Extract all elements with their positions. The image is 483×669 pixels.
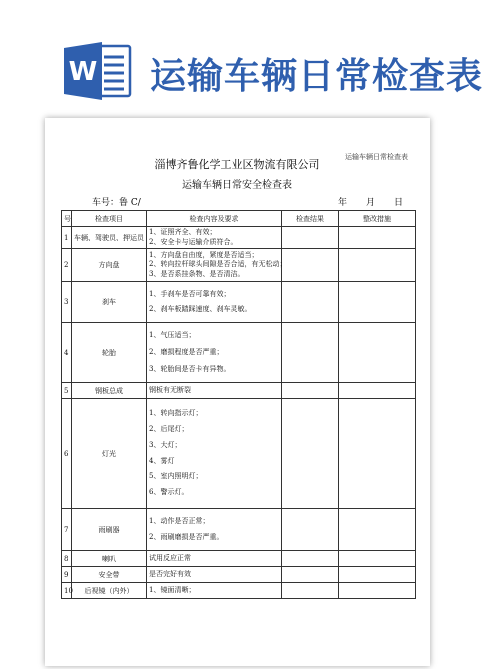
row-item: 安全带 [72, 567, 147, 583]
requirement-line: 2、后尾灯； [149, 425, 189, 433]
table-row [62, 583, 416, 599]
header-number: 号 [62, 211, 72, 227]
result-cell[interactable] [282, 583, 339, 599]
row-requirements [147, 399, 282, 509]
table-row [62, 383, 416, 399]
table-row [62, 282, 416, 323]
rectification-cell[interactable] [339, 323, 416, 383]
requirement-line: 3、大灯； [149, 440, 182, 449]
row-number: 7 [62, 509, 72, 551]
requirement-line: 3、轮胎间是否卡有异物。 [149, 364, 231, 373]
plate-number-label: 车号：鲁 C/ [92, 198, 141, 208]
table-header-row [62, 211, 416, 227]
rectification-cell[interactable] [339, 383, 416, 399]
row-item: 钢板总成 [72, 383, 147, 399]
row-number: 3 [62, 282, 72, 323]
result-cell[interactable] [282, 399, 339, 509]
requirement-line: 1、手刹车是否可靠有效； [149, 290, 231, 299]
row-requirements [147, 583, 282, 599]
word-icon [64, 40, 132, 102]
requirement-line: 2、转向拉杆球头间隙是否合适，有无松动； [149, 260, 287, 269]
banner [0, 0, 483, 130]
rectification-cell[interactable] [339, 227, 416, 249]
inspection-table [61, 210, 416, 599]
row-item: 后视镜（内外） [72, 583, 147, 599]
header-rectification: 整改措施 [339, 211, 416, 227]
row-number: 9 [62, 567, 72, 583]
row-number: 6 [62, 399, 72, 509]
rectification-cell[interactable] [339, 282, 416, 323]
row-item: 喇叭 [72, 551, 147, 567]
requirement-line: 钢板有无断裂 [149, 385, 191, 394]
requirement-line: 2、磨损程度是否严重； [149, 348, 224, 357]
document-title: 运输车辆日常安全检查表 [182, 180, 292, 191]
requirement-line: 5、室内照明灯； [149, 472, 203, 481]
banner-title: 运输车辆日常检查表 [150, 56, 483, 97]
rectification-cell[interactable] [339, 583, 416, 599]
rectification-cell[interactable] [339, 399, 416, 509]
requirement-line: 是否完好有效 [149, 569, 191, 578]
day-label: 日 [394, 198, 404, 208]
requirement-line: 2、安全卡与运输介质符合。 [149, 237, 238, 246]
row-requirements [147, 567, 282, 583]
header-item: 检查项目 [72, 211, 147, 227]
requirement-line: 1、方向盘自由度，紧度是否适当； [149, 250, 259, 259]
rectification-cell[interactable] [339, 249, 416, 282]
result-cell[interactable] [282, 567, 339, 583]
row-requirements [147, 383, 282, 399]
row-requirements [147, 282, 282, 323]
row-requirements [147, 249, 287, 282]
row-item: 方向盘 [72, 249, 147, 282]
result-cell[interactable] [282, 551, 339, 567]
table-row [62, 551, 416, 567]
table-row [62, 323, 416, 383]
row-number: 4 [62, 323, 72, 383]
company-name: 淄博齐鲁化学工业区物流有限公司 [154, 158, 320, 171]
requirement-line: 1、证照齐全、有效； [149, 228, 217, 237]
table-row [62, 227, 416, 249]
row-number: 10 [62, 583, 72, 599]
row-requirements [147, 227, 282, 249]
row-number: 1 [62, 227, 72, 249]
word-icon-letter: W [68, 57, 98, 87]
requirement-line: 1、动作是否正常； [149, 517, 210, 526]
month-label: 月 [366, 198, 376, 208]
row-requirements [147, 509, 282, 551]
row-requirements [147, 551, 282, 567]
row-item: 雨刷器 [72, 509, 147, 551]
requirement-line: 2、刹车板踏踩速度、刹车灵敏。 [149, 305, 252, 313]
result-cell[interactable] [282, 249, 339, 282]
result-cell[interactable] [282, 383, 339, 399]
row-item: 刹车 [72, 282, 147, 323]
requirement-line: 2、雨刷磨损是否严重。 [149, 532, 224, 541]
header-requirements: 检查内容及要求 [147, 211, 282, 227]
requirement-line: 试用反应正常 [149, 553, 191, 562]
corner-note: 运输车辆日常检查表 [345, 153, 408, 161]
result-cell[interactable] [282, 282, 339, 323]
row-item: 灯光 [72, 399, 147, 509]
requirement-line: 1、气压适当； [149, 331, 196, 340]
table-row [62, 249, 416, 282]
result-cell[interactable] [282, 227, 339, 249]
row-number: 5 [62, 383, 72, 399]
table-row [62, 567, 416, 583]
requirement-line: 3、是否系挂条物、是否清洁。 [149, 269, 245, 278]
header-result: 检查结果 [282, 211, 339, 227]
result-cell[interactable] [282, 509, 339, 551]
requirement-line: 1、转向指示灯； [149, 409, 203, 418]
rectification-cell[interactable] [339, 567, 416, 583]
table-row [62, 509, 416, 551]
row-number: 8 [62, 551, 72, 567]
requirement-line: 4、雾灯 [149, 456, 175, 465]
row-item: 轮胎 [72, 323, 147, 383]
requirement-line: 1、镜面清晰； [149, 585, 196, 594]
year-label: 年 [338, 198, 348, 208]
rectification-cell[interactable] [339, 551, 416, 567]
result-cell[interactable] [282, 323, 339, 383]
row-requirements [147, 323, 282, 383]
rectification-cell[interactable] [339, 509, 416, 551]
table-row [62, 399, 416, 509]
row-number: 2 [62, 249, 72, 282]
requirement-line: 6、警示灯。 [149, 488, 189, 496]
row-item: 车辆、驾驶员、押运员 [72, 227, 147, 249]
